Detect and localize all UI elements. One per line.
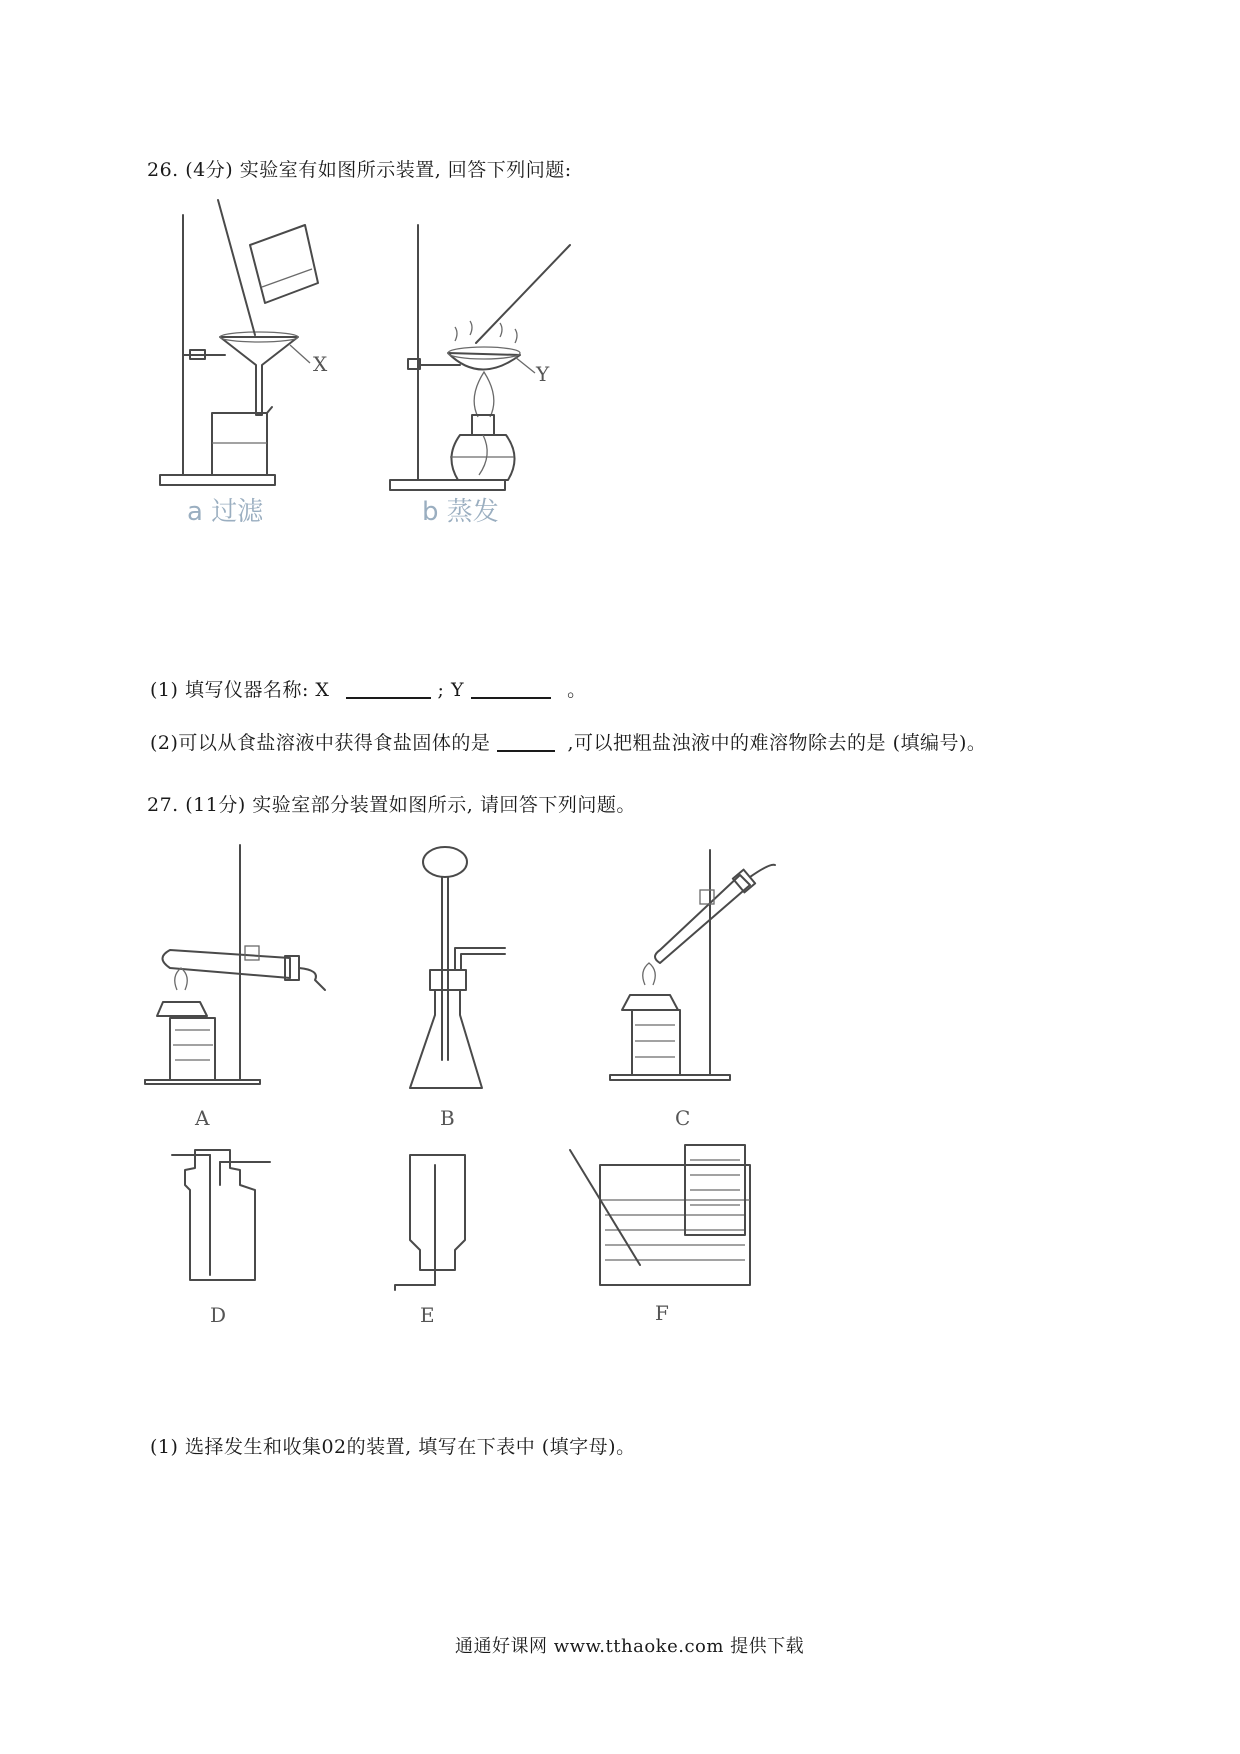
label-x: X xyxy=(313,352,328,376)
apparatus-b-figure xyxy=(400,840,530,1150)
apparatus-a-figure xyxy=(145,840,335,1150)
label-y: Y xyxy=(536,362,550,386)
q26-sub2 xyxy=(150,728,986,755)
q27-heading: 27. (11分) 实验室部分装置如图所示, 请回答下列问题。 xyxy=(147,794,636,816)
apparatus-d-figure xyxy=(160,1150,290,1330)
apparatus-f-figure xyxy=(590,1145,780,1330)
apparatus-c-figure xyxy=(600,845,780,1145)
footer-text: 通通好课网 www.tthaoke.com 提供下载 xyxy=(455,1636,805,1657)
blank-x-input[interactable] xyxy=(346,679,431,699)
evaporation-apparatus-figure xyxy=(410,195,710,555)
q26-sub2-prefix: (2)可以从食盐溶液中获得食盐固体的是 xyxy=(150,732,491,754)
label-c: C xyxy=(675,1106,691,1130)
apparatus-e-figure xyxy=(385,1150,505,1330)
caption-b-evaporation: b 蒸发 xyxy=(422,497,499,527)
q26-sub1-prefix: (1) 填写仪器名称: X xyxy=(150,679,330,701)
caption-a-filtration: a 过滤 xyxy=(187,497,264,527)
blank-evaporation-input[interactable] xyxy=(497,732,555,752)
q26-sub1 xyxy=(150,675,587,702)
label-a: A xyxy=(195,1106,210,1130)
filtration-apparatus-figure xyxy=(150,195,450,555)
label-d: D xyxy=(210,1303,227,1327)
label-e: E xyxy=(420,1303,435,1327)
label-f: F xyxy=(655,1301,669,1325)
blank-y-input[interactable] xyxy=(471,679,551,699)
q26-sub2-suffix: ,可以把粗盐浊液中的难溶物除去的是 (填编号)。 xyxy=(567,732,987,754)
q26-sub1-end: 。 xyxy=(567,679,587,701)
q26-heading: 26. (4分) 实验室有如图所示装置, 回答下列问题: xyxy=(147,159,572,181)
q27-sub1: (1) 选择发生和收集02的装置, 填写在下表中 (填字母)。 xyxy=(150,1436,636,1458)
q26-sub1-mid: ; Y xyxy=(437,679,464,701)
label-b: B xyxy=(440,1106,455,1130)
